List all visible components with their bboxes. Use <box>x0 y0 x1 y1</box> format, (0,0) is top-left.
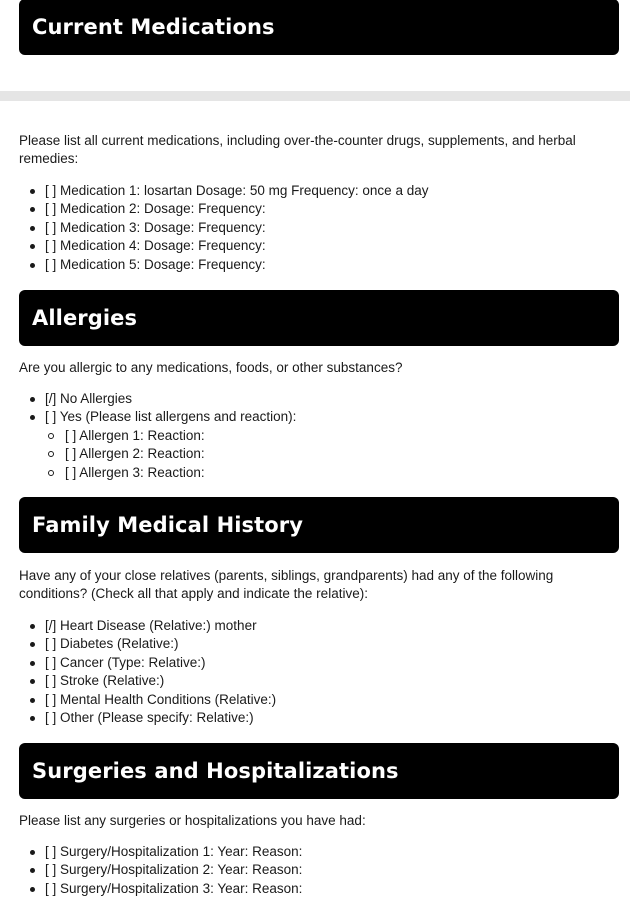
bullet-icon <box>30 642 35 647</box>
family-condition-item[interactable] <box>0 635 630 653</box>
bullet-icon <box>30 887 35 892</box>
bullet-icon <box>30 415 35 420</box>
family-condition-item[interactable] <box>0 617 630 635</box>
surgery-item[interactable] <box>0 861 630 879</box>
surgery-item[interactable] <box>0 880 630 898</box>
section-header-family-history <box>19 497 619 553</box>
family-condition-label: [ ] Cancer (Type: Relative:) <box>45 654 206 670</box>
allergen-item-label: [ ] Allergen 3: Reaction: <box>65 464 205 480</box>
family-condition-item[interactable] <box>0 654 630 672</box>
medication-item-label: [ ] Medication 5: Dosage: Frequency: <box>45 256 266 272</box>
family-condition-item[interactable] <box>0 691 630 709</box>
medication-item-label: [ ] Medication 3: Dosage: Frequency: <box>45 219 266 235</box>
surgeries-intro: Please list any surgeries or hospitalizations you have had: <box>19 813 366 828</box>
bullet-icon <box>30 207 35 212</box>
medication-item[interactable] <box>0 256 630 274</box>
bullet-icon <box>30 226 35 231</box>
section-title-medications: Current Medications <box>32 15 275 39</box>
family-history-intro: Have any of your close relatives (parents, siblings, grandparents) had any of the following conditions? (Check all that apply and indicate the relative): <box>19 568 554 601</box>
surgery-item-label: [ ] Surgery/Hospitalization 2: Year: Reason: <box>45 862 303 878</box>
section-divider <box>0 91 630 101</box>
allergy-option-label: [ ] Yes (Please list allergens and reaction): <box>45 409 297 425</box>
family-condition-item[interactable] <box>0 672 630 690</box>
bullet-icon <box>30 244 35 249</box>
family-condition-label: [/] Heart Disease (Relative:) mother <box>45 618 257 633</box>
section-title-family-history: Family Medical History <box>32 513 304 537</box>
section-title-allergies: Allergies <box>32 306 138 330</box>
surgery-item-label: [ ] Surgery/Hospitalization 3: Year: Reason: <box>45 880 303 896</box>
section-title-surgeries: Surgeries and Hospitalizations <box>32 759 399 783</box>
allergen-item[interactable] <box>0 464 630 482</box>
section-header-allergies <box>19 290 619 346</box>
family-condition-item[interactable] <box>0 709 630 727</box>
bullet-icon <box>30 397 35 402</box>
surgery-item[interactable] <box>0 843 630 861</box>
bullet-icon <box>30 624 35 629</box>
medication-item-label: [ ] Medication 1: losartan Dosage: 50 mg Frequency: once a day <box>45 183 429 198</box>
allergen-item-label: [ ] Allergen 1: Reaction: <box>65 427 205 443</box>
hollow-bullet-icon <box>48 470 54 476</box>
surgery-item-label: [ ] Surgery/Hospitalization 1: Year: Reason: <box>45 844 303 859</box>
allergy-option-label: [/] No Allergies <box>45 391 133 406</box>
medication-item[interactable] <box>0 182 630 200</box>
section-header-medications <box>19 0 619 55</box>
bullet-icon <box>30 661 35 666</box>
bullet-icon <box>30 698 35 703</box>
medication-item-label: [ ] Medication 2: Dosage: Frequency: <box>45 201 266 217</box>
medication-item[interactable] <box>0 200 630 218</box>
allergy-option-yes[interactable] <box>0 408 630 426</box>
bullet-icon <box>30 716 35 721</box>
medications-list <box>0 182 630 274</box>
allergen-item[interactable] <box>0 427 630 445</box>
medication-item-label: [ ] Medication 4: Dosage: Frequency: <box>45 238 266 254</box>
medication-item[interactable] <box>0 219 630 237</box>
allergies-intro: Are you allergic to any medications, foods, or other substances? <box>19 360 403 375</box>
section-header-surgeries <box>19 743 619 799</box>
medication-item[interactable] <box>0 237 630 255</box>
allergen-item[interactable] <box>0 445 630 463</box>
family-history-list <box>0 617 630 727</box>
bullet-icon <box>30 263 35 268</box>
bullet-icon <box>30 868 35 873</box>
allergy-option-none[interactable] <box>0 390 630 408</box>
allergen-item-label: [ ] Allergen 2: Reaction: <box>65 446 205 462</box>
family-condition-label: [ ] Stroke (Relative:) <box>45 673 165 689</box>
bullet-icon <box>30 850 35 855</box>
family-condition-label: [ ] Diabetes (Relative:) <box>45 636 179 652</box>
medications-intro: Please list all current medications, including over-the-counter drugs, supplements, and herbal remedies: <box>19 133 576 166</box>
bullet-icon <box>30 679 35 684</box>
hollow-bullet-icon <box>48 433 54 439</box>
allergies-list <box>0 390 630 482</box>
bullet-icon <box>30 189 35 194</box>
surgeries-list <box>0 843 630 898</box>
family-condition-label: [ ] Other (Please specify: Relative:) <box>45 709 254 725</box>
hollow-bullet-icon <box>48 451 54 457</box>
family-condition-label: [ ] Mental Health Conditions (Relative:) <box>45 691 277 707</box>
